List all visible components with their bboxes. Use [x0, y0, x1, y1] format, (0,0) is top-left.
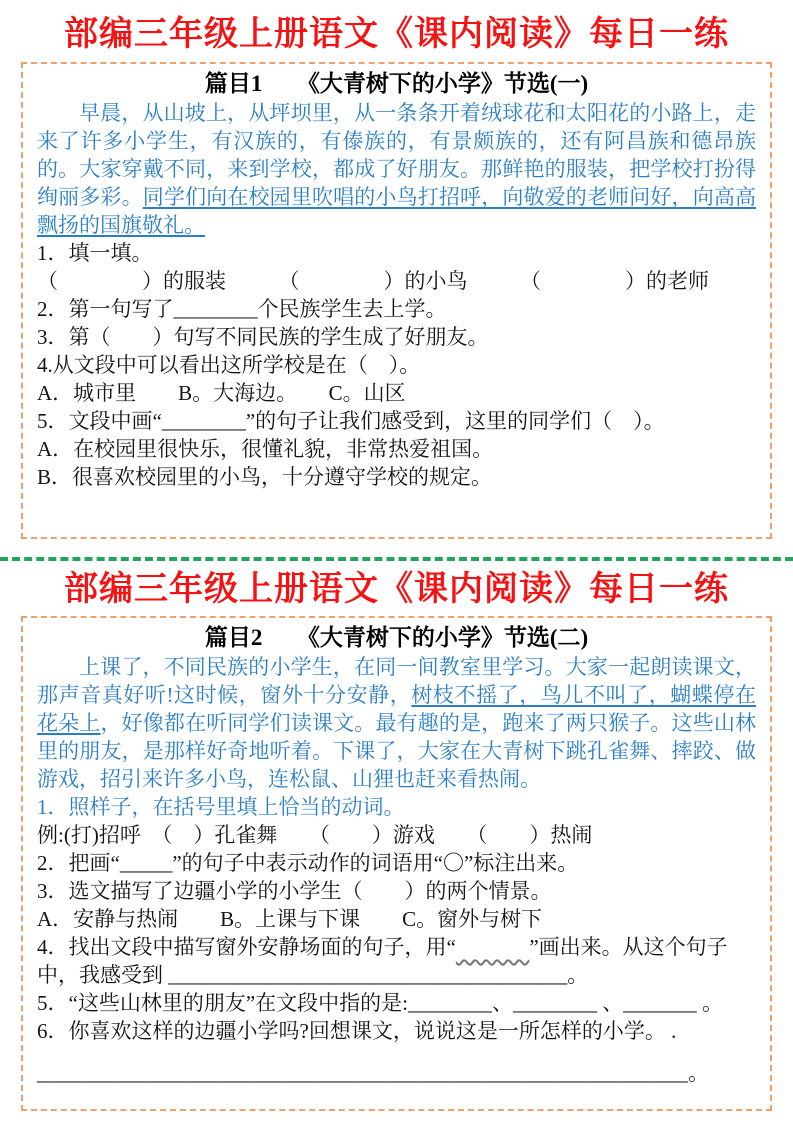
section1-question-3: 3．第（ ）句写不同民族的学生成了好朋友。: [37, 324, 489, 349]
section1-question-2: 2．第一句写了________个民族学生去上学。: [37, 296, 447, 321]
section2-passage-text-post: ，好像都在听同学们读课文。最有趣的是，跑来了两只猴子。这些山林里的朋友，是那样好奇地听着。下课了，大家在大青树下跳孔雀舞、摔跤、做游戏，招引来许多小鸟，连松鼠、山狸也赶来看热闹。: [37, 711, 757, 791]
section1-passage-text: 早晨，从山坡上，从坪坝里，从一条条开着绒球花和太阳花的小路上，走来了许多小学生，有汉族的，有傣族的，有景颇族的，还有阿昌族和德昂族的。大家穿戴不同，来到学校，都成了好朋友。那鲜艳的服装，把学校打扮得绚丽多彩。: [37, 100, 756, 209]
section2-question-1-example: 例:(打)招呼 （ ）孔雀舞 （ ）游戏 （ ）热闹: [37, 823, 593, 847]
section2-question-4-text-pre: 4．找出文段中描写窗外安静场面的句子，用“: [37, 935, 456, 959]
section2-passage-text-pre: 上课了，不同民族的小学生，在同一间教室里学习。大家一起朗读课文，那声音真好听!这时候，窗外十分安静，: [37, 655, 756, 707]
section1-box: [21, 62, 772, 539]
section1-question-5-option-a: A．在校园里很快乐，很懂礼貌，非常热爱祖国。: [37, 436, 494, 461]
section2-question-6: 6．你喜欢这样的边疆小学吗?回想课文，说说这是一所怎样的小学。 .: [37, 1019, 677, 1043]
section2-box: [21, 616, 772, 1111]
section1-question-4: 4.从文段中可以看出这所学校是在（ ）。: [37, 352, 421, 377]
section1-question-5: 5．文段中画“________”的句子让我们感受到，这里的同学们（ ）。: [37, 408, 665, 433]
section1-passage: [37, 99, 756, 239]
section1-question-4-options: A．城市里 B。大海边。 C。山区: [37, 380, 406, 405]
section1-header: 篇目1 《大青树下的小学》节选(一): [204, 70, 589, 96]
section2-question-1: 1．照样子，在括号里填上恰当的动词。: [37, 795, 405, 819]
section2-question-4-wavy-blank: [456, 935, 530, 959]
section2-question-2: 2．把画“_____”的句子中表示动作的词语用“〇”标注出来。: [37, 851, 579, 875]
section1-passage-underlined-sentence: 同学们向在校园里吹唱的小鸟打招呼，向敬爱的老师问好，向高高飘扬的国旗敬礼。: [37, 184, 757, 237]
section2-answer-blank-line: ______________________________________________________________。: [37, 1061, 709, 1085]
page-title-second: 部编三年级上册语文《课内阅读》每日一练: [64, 570, 729, 608]
section1-question-1: 1．填一填。: [37, 240, 153, 265]
section2-question-4: [37, 933, 756, 989]
section1-question-5-option-b: B．很喜欢校园里的小鸟，十分遵守学校的规定。: [37, 464, 493, 489]
section2-passage: [37, 653, 756, 793]
section2-header: 篇目2 《大青树下的小学》节选(二): [204, 625, 589, 650]
section2-question-4-text-post: ”画出来。从这个句子中，我感受到 ______________________________________。: [37, 935, 728, 987]
section1-question-1-blanks: （ ）的服装 （ ）的小鸟 （ ）的老师: [37, 268, 709, 293]
section2-question-5: 5．“这些山林里的朋友”在文段中指的是:________、________ 、_______ 。: [37, 991, 723, 1015]
section2-question-3-options: A．安静与热闹 B。上课与下课 C。窗外与树下: [37, 907, 543, 931]
page-title: 部编三年级上册语文《课内阅读》每日一练: [64, 16, 729, 53]
section2-passage-underlined-sentence: 树枝不摇了，鸟儿不叫了，蝴蝶停在花朵上: [37, 683, 756, 735]
section2-question-3: 3．选文描写了边疆小学的小学生（ ）的两个情景。: [37, 879, 552, 903]
